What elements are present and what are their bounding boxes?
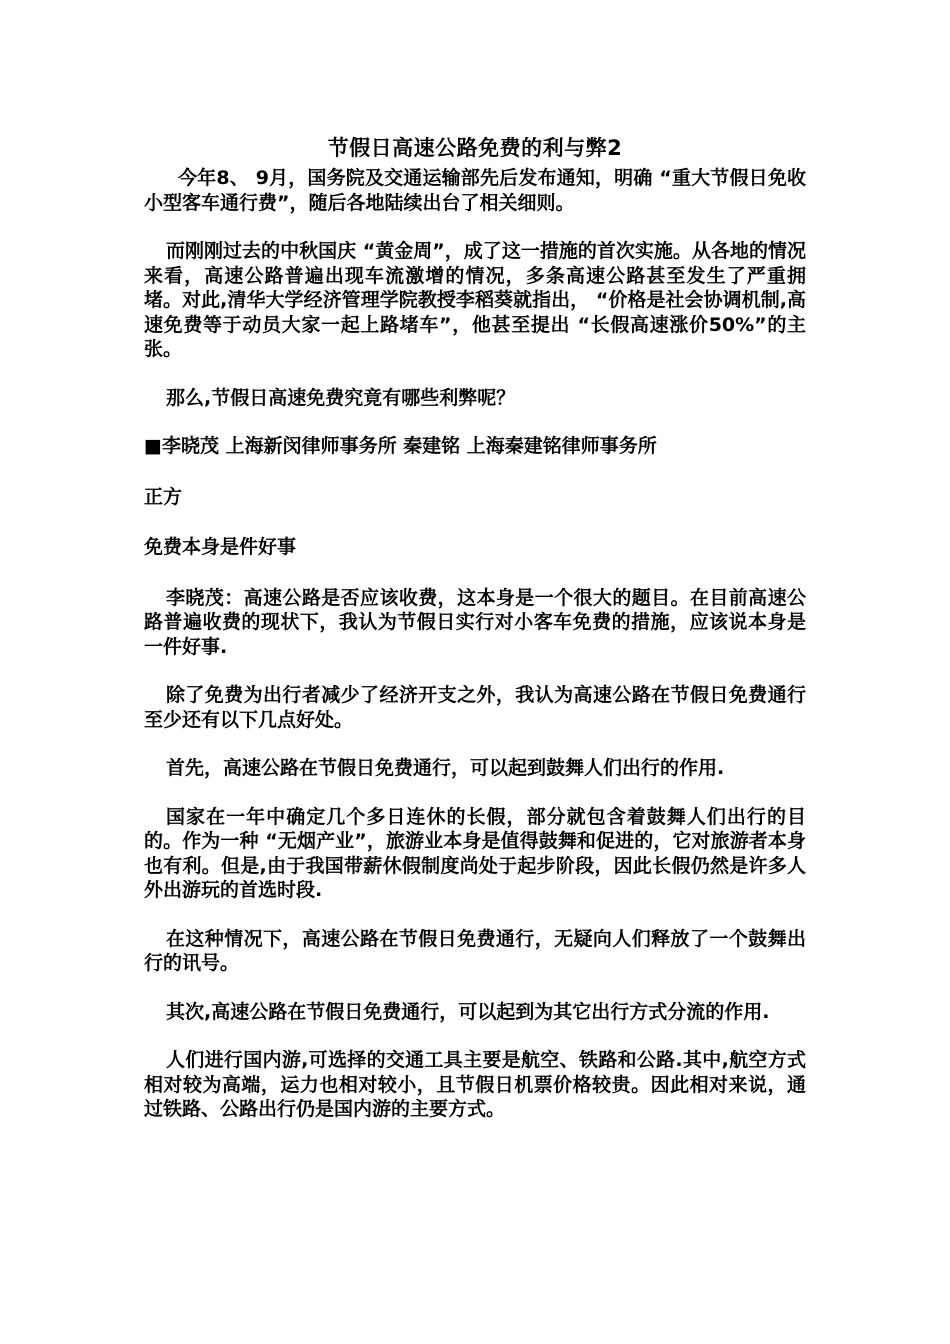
paragraph-transport-modes: 人们进行国内游,可选择的交通工具主要是航空、铁路和公路.其中,航空方式相对较为高端，运力也相对较小，且节假日机票价格较贵。因此相对来说，通过铁路、公路出行仍是国内游的主要方式。	[144, 1049, 806, 1120]
paragraph-first-benefit: 首先，高速公路在节假日免费通行，可以起到鼓舞人们出行的作用.	[166, 757, 725, 779]
paragraph-golden-week: 而刚刚过去的中秋国庆 “黄金周”，成了这一措施的首次实施。从各地的情况来看，高速公路普遍出现车流激增的情况，多条高速公路甚至发生了严重拥堵。对此,清华大学经济管理学院教授李稻葵就指出， “价格是社会协调机制,高速免费等于动员大家一起上路堵车”，他甚至提出 “长假高速涨价50%”的主张。	[144, 240, 806, 360]
document-title: 节假日高速公路免费的利与弊2	[327, 136, 623, 160]
section-label-pro: 正方	[144, 485, 183, 508]
section-subheading: 免费本身是件好事	[144, 536, 297, 558]
paragraph-second-benefit: 其次,高速公路在节假日免费通行，可以起到为其它出行方式分流的作用.	[166, 1000, 770, 1023]
paragraph-li-opinion: 李晓茂：高速公路是否应该收费，这本身是一个很大的题目。在目前高速公路普遍收费的现状下，我认为节假日实行对小客车免费的措施，应该说本身是一件好事.	[144, 586, 806, 658]
paragraph-benefits-intro: 除了免费为出行者减少了经济开支之外，我认为高速公路在节假日免费通行至少还有以下几点好处。	[144, 684, 806, 731]
author-byline: ■李晓茂 上海新闵律师事务所 秦建铭 上海秦建铭律师事务所	[144, 435, 657, 457]
paragraph-long-holidays: 国家在一年中确定几个多日连休的长假，部分就包含着鼓舞人们出行的目的。作为一种 “无烟产业”，旅游业本身是值得鼓舞和促进的，它对旅游者本身也有利。但是,由于我国带薪休假制度尚处于起步阶段，因此长假仍然是许多人外出游玩的首选时段.	[144, 805, 806, 901]
document-page	[144, 132, 806, 1146]
paragraph-intro: 今年8、 9月，国务院及交通运输部先后发布通知，明确 “重大节假日免收小型客车通行费”，随后各地陆续出台了相关细则。	[144, 167, 806, 214]
paragraph-signal: 在这种情况下，高速公路在节假日免费通行，无疑向人们释放了一个鼓舞出行的讯号。	[144, 927, 806, 974]
paragraph-question: 那么,节假日高速免费究竟有哪些利弊呢？	[166, 386, 516, 409]
